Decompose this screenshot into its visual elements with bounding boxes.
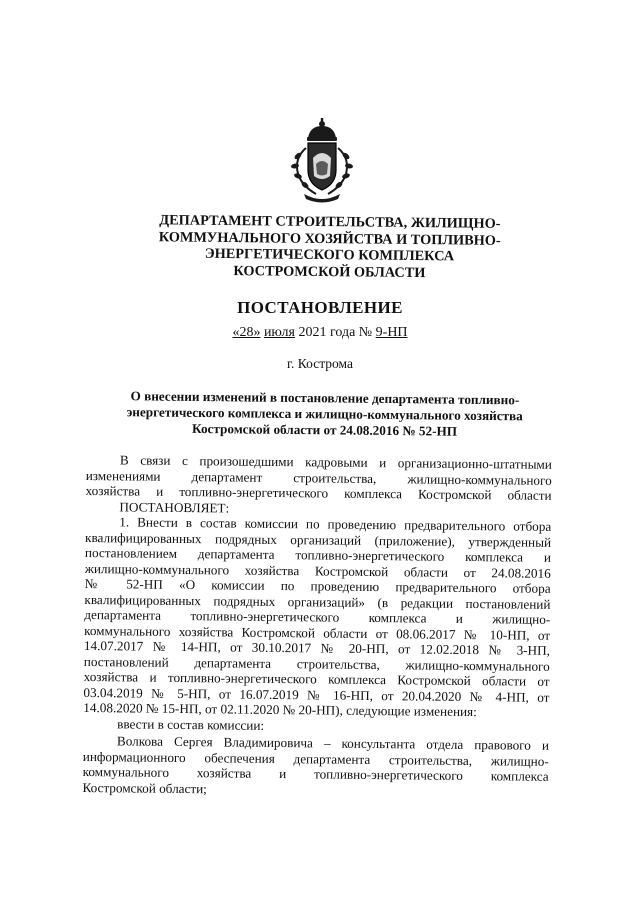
body-line: В связи с произошедшими кадровыми и организационно-штатными	[119, 452, 552, 472]
body-line: 1. Внести в состав комиссии по проведению предварительного отбора	[119, 514, 552, 534]
document-city: г. Кострома	[287, 356, 353, 371]
document-type: ПОСТАНОВЛЕНИЕ	[237, 298, 403, 317]
body-line: 14.08.2020 № 15-НП, от 02.11.2020 № 20-НП), следующие изменения:	[83, 699, 477, 720]
department-title-line: КОСТРОМСКОЙ ОБЛАСТИ	[233, 262, 426, 281]
department-title	[129, 212, 530, 282]
subitem-line: ввести в состав комиссии:	[117, 715, 265, 733]
body-line: постановлений департамента строительства, жилищно-коммунального	[83, 653, 550, 674]
subject-line: Костромской области от 24.08.2016 № 52-НП	[192, 420, 458, 439]
member-line: коммунального хозяйства и топливно-энергетического комплекса	[82, 763, 549, 784]
document-body	[82, 452, 552, 800]
date-day: «28»	[232, 325, 261, 340]
department-title-line: ЭНЕРГЕТИЧЕСКОГО КОМПЛЕКСА	[204, 245, 455, 265]
subject-line: энергетического комплекса и жилищно-коммунального хозяйства	[126, 404, 523, 424]
document-date	[200, 325, 440, 341]
body-line: 03.04.2019 № 5-НП, от 16.07.2019 № 16-НП, от 20.04.2020 № 4-НП, от	[83, 684, 550, 705]
body-line: жилищно-коммунального хозяйства Костромской области от 24.08.2016	[84, 560, 551, 581]
document-subject	[104, 388, 544, 441]
member-line: Волкова Сергея Владимировича – консультанта отдела правового и	[116, 733, 550, 753]
date-year: 2021 года №	[298, 325, 373, 340]
coat-of-arms-icon	[286, 118, 358, 204]
body-line: департамента топливно-энергетического комплекса и жилищно-	[84, 606, 551, 627]
member-line: информационного обеспечения департамента строительства, жилищно-	[82, 748, 549, 769]
body-line: изменениями департамент строительства, жилищно-коммунального	[85, 467, 552, 488]
member-line: Костромской области;	[82, 779, 207, 796]
department-title-line: ДЕПАРТАМЕНТ СТРОИТЕЛЬСТВА, ЖИЛИЩНО-	[159, 212, 501, 232]
body-line: постановлением департамента топливно-энергетического комплекса и	[84, 544, 552, 565]
subject-line: О внесении изменений в постановление департамента топливно-	[130, 388, 520, 408]
document-number: 9-НП	[375, 325, 408, 340]
body-line: 14.07.2017 № 14-НП, от 30.10.2017 № 20-НП, от 12.02.2018 № 3-НП,	[83, 637, 551, 658]
body-line: хозяйства и топливно-энергетического комплекса Костромской области от	[83, 668, 550, 689]
body-line: квалифицированных подрядных организаций» (в редакции постановлений	[84, 591, 551, 612]
body-line: квалифицированных подрядных организаций (приложение), утвержденный	[85, 529, 552, 550]
department-title-line: КОММУНАЛЬНОГО ХОЗЯЙСТВА И ТОПЛИВНО-	[158, 228, 501, 249]
body-line: коммунального хозяйства Костромской области от 08.06.2017 № 10-НП, от	[84, 622, 551, 643]
body-line: хозяйства и топливно-энергетического комплекса Костромской области	[85, 482, 552, 503]
decree-word: ПОСТАНОВЛЯЕТ:	[119, 498, 230, 516]
body-line: № 52-НП «О комиссии по проведению предварительного отбора	[84, 575, 551, 596]
date-month: июля	[263, 325, 295, 340]
